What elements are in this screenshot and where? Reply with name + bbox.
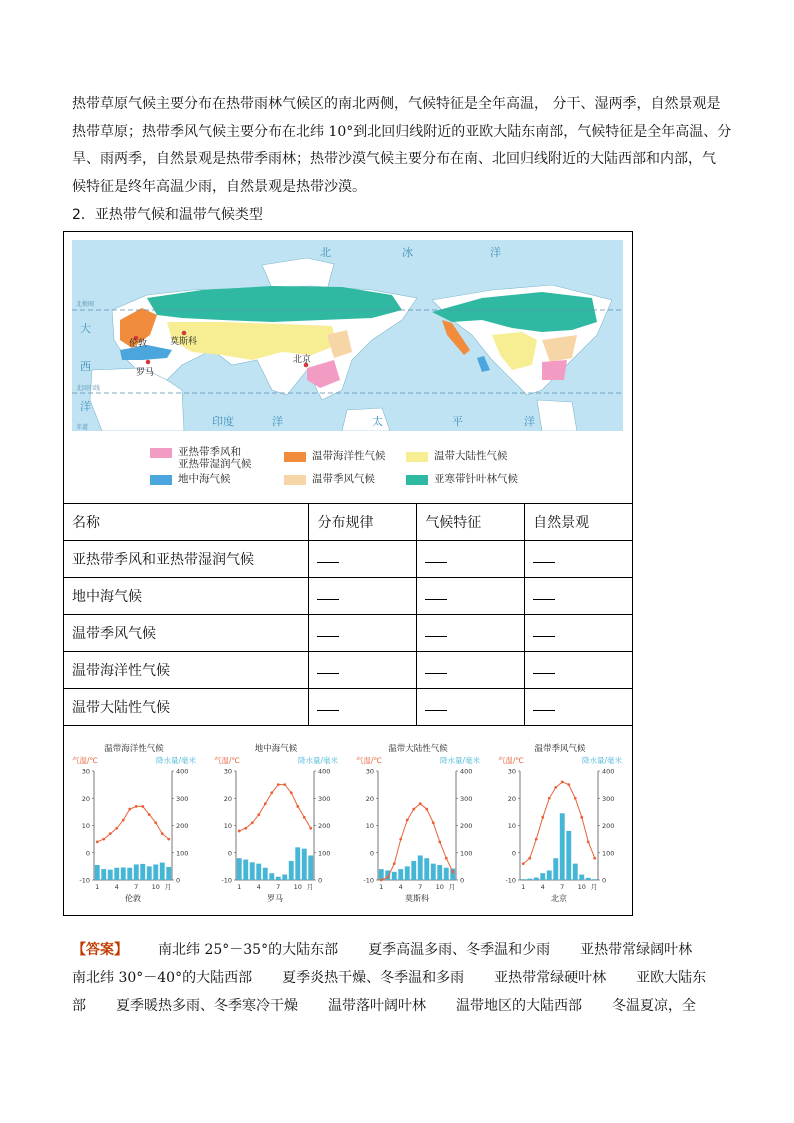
chart-temp-tick-label: 30 [507,767,516,776]
precip-bar [295,847,300,880]
temperature-point [528,857,531,860]
map-label-ping: 平 [452,415,463,428]
chart-temp-tick-label: 0 [85,849,90,858]
answer-tag: 【答案】 [72,942,128,958]
legend-swatch [150,448,172,458]
answer-item: 南北纬 30°－40°的大陆西部 [72,970,253,986]
temperature-point [541,816,544,819]
chart-x-tick-label: 月 [164,883,172,891]
legend-label: 温带季风气候 [312,473,375,485]
chart-x-tick-label: 4 [540,883,545,891]
map-label-beijing: 北京 [293,355,312,365]
chart-x-tick-label: 1 [379,883,384,891]
chart-x-tick-label: 月 [590,883,598,891]
map-label-equator: 赤道 [76,424,89,431]
precip-bar [418,855,423,880]
precip-bar [424,858,429,880]
precip-bar [134,864,139,880]
answer-blank[interactable] [525,615,633,652]
chart-precip-tick-label: 300 [602,794,615,803]
temperature-point [296,805,299,808]
temperature-point [135,805,138,808]
precip-bar [237,858,242,880]
precip-bar [586,878,591,880]
temperature-point [393,862,396,865]
table-row [64,615,633,652]
chart-x-tick-label: 4 [398,883,403,891]
answer-item: 夏季炎热干燥、冬季温和多雨 [282,970,465,986]
chart-precip-tick-label: 200 [602,822,615,830]
precip-bar [411,861,416,880]
precip-bar [405,866,410,880]
map-label-da: 大 [80,322,91,335]
answer-item: 温带落叶阔叶林 [328,998,426,1014]
map-label-india: 印度 [212,415,234,428]
chart-x-tick-label: 4 [114,883,119,891]
map-label-yang3: 洋 [272,415,283,428]
chart-precip-tick-label: 0 [318,876,323,885]
legend-swatch [284,475,306,485]
map-label-yang4: 洋 [524,415,535,428]
answer-blank[interactable] [417,689,525,726]
chart-temp-tick-label: 0 [227,849,232,858]
temperature-point [438,840,441,843]
temperature-point [148,813,151,816]
chart-city-label: 莫斯科 [405,894,429,903]
precip-bar [263,868,268,880]
chart-precip-tick-label: 100 [318,849,331,858]
chart-x-tick-label: 10 [151,883,160,891]
chart-left-axis-label: 气温/℃ [498,756,524,765]
chart-temp-tick-label: 10 [365,822,374,830]
temperature-point [167,838,170,841]
intro-paragraph [72,91,732,201]
temperature-point [535,838,538,841]
precip-bar [431,864,436,880]
chart-temp-tick-label: 30 [223,767,232,776]
answer-blank[interactable] [525,689,633,726]
table-header-row [64,504,633,541]
temperature-point [522,862,525,865]
temperature-point [251,821,254,824]
map-label-xi: 西 [80,360,91,373]
paragraph-line: 热带草原气候主要分布在热带雨林气候区的南北两侧，气候特征是全年高温， 分干、湿两季，自然景观是 [72,96,721,112]
chart-left-axis-label: 气温/℃ [214,756,240,765]
chart-precip-tick-label: 200 [460,822,473,830]
chart-precip-tick-label: 400 [460,767,473,776]
chart-temp-tick-label: 20 [223,794,232,803]
chart-title: 温带大陆性气候 [388,744,448,754]
temperature-point [154,821,157,824]
precip-bar [282,875,287,880]
precip-bar [95,865,100,880]
map-label-london: 伦敦 [129,339,148,349]
chart-temp-tick-label: 10 [81,822,90,830]
chart-precip-tick-label: 200 [318,822,331,830]
map-label-ice: 冰 [402,246,413,259]
answer-item: 亚欧大陆东 [636,970,707,986]
paragraph-line: 候特征是终年高温少雨，自然景观是热带沙漠。 [72,178,366,195]
answer-blank[interactable] [309,689,417,726]
temperature-point [419,802,422,805]
precip-bar [398,869,403,880]
temperature-point [277,783,280,786]
chart-x-tick-label: 7 [418,883,423,891]
chart-x-tick-label: 10 [293,883,302,891]
legend-label: 温带大陆性气候 [434,450,508,462]
precip-bar [444,868,449,880]
header-distribution: 分布规律 [309,504,417,541]
temperature-point [257,813,260,816]
header-characteristics: 气候特征 [417,504,525,541]
answer-blank[interactable] [309,578,417,615]
chart-temp-tick-label: -10 [221,876,232,885]
temperature-point [425,808,428,811]
precip-bar [147,866,152,880]
temperature-point [593,857,596,860]
answer-item: 夏季高温多雨、冬季温和少雨 [368,942,551,958]
answer-item: 温带地区的大陆西部 [456,998,582,1014]
chart-precip-tick-label: 100 [176,849,189,858]
precip-bar [250,862,255,880]
temperature-point [238,830,241,833]
chart-temp-tick-label: 10 [223,822,232,830]
precip-bar [114,868,119,880]
legend-swatch [150,475,172,485]
chart-right-axis-label: 降水量/毫米 [439,756,480,765]
paragraph-line: 热带草原；热带季风气候主要分布在北纬 10°到北回归线附近的亚欧大陆东南部，气候特征是全年高温、分 [72,123,732,140]
legend-label: 地中海气候 [178,473,231,485]
map-label-yang: 洋 [490,246,501,259]
chart-temp-tick-label: 20 [507,794,516,803]
row-name: 亚热带季风和亚热带湿润气候 [64,541,309,578]
precip-bar [450,869,455,880]
header-landscape: 自然景观 [525,504,633,541]
precip-bar [521,879,526,880]
legend-swatch [284,452,306,462]
chart-x-tick-label: 10 [577,883,586,891]
precip-bar [579,875,584,880]
temperature-point [406,819,409,822]
legend-label: 亚寒带针叶林气候 [434,473,518,485]
chart-temp-tick-label: 20 [365,794,374,803]
temperature-point [244,827,247,830]
chart-precip-tick-label: 200 [176,822,189,830]
climate-world-map [72,240,623,431]
temperature-point [270,791,273,794]
precip-bar [534,878,539,880]
climate-charts [64,735,632,915]
chart-precip-tick-label: 400 [602,767,615,776]
chart-x-tick-label: 7 [276,883,281,891]
chart-x-tick-label: 4 [256,883,261,891]
row-name: 温带大陆性气候 [64,689,309,726]
city-marker-rome [146,360,151,365]
temperature-line [239,785,310,831]
precip-bar [289,861,294,880]
precip-bar [547,870,552,880]
temperature-point [580,816,583,819]
precip-bar [392,872,397,880]
climate-table [63,503,633,726]
chart-city-label: 伦敦 [125,894,141,903]
header-name: 名称 [64,504,309,541]
temperature-point [412,808,415,811]
answer-item: 冬温夏凉，全 [612,998,696,1014]
chart-temp-tick-label: 0 [369,849,374,858]
chart-precip-tick-label: 0 [460,876,465,885]
temperature-point [567,783,570,786]
precip-bar [153,864,158,880]
temperature-point [102,838,105,841]
answer-item: 部 [72,998,86,1014]
temperature-point [445,857,448,860]
chart-temp-tick-label: 10 [507,822,516,830]
chart-x-tick-label: 7 [134,883,139,891]
answer-item: 亚热带常绿硬叶林 [494,970,607,986]
chart-x-tick-label: 1 [521,883,526,891]
answer-blank[interactable] [417,615,525,652]
precip-bar [566,831,571,880]
row-name: 地中海气候 [64,578,309,615]
legend-item [406,473,518,485]
chart-precip-tick-label: 400 [176,767,189,776]
chart-left-axis-label: 气温/℃ [72,756,98,765]
temperature-point [283,783,286,786]
precip-bar [269,873,274,880]
temperature-point [115,827,118,830]
precip-bar [108,870,113,880]
chart-temp-tick-label: -10 [363,876,374,885]
chart-temp-tick-label: 30 [81,767,90,776]
answer-line [72,936,732,964]
chart-x-tick-label: 月 [448,883,456,891]
precip-bar [276,877,281,880]
precip-bar [527,879,532,880]
chart-x-tick-label: 月 [306,883,314,891]
answer-blank[interactable] [525,541,633,578]
legend-swatch [406,452,428,462]
map-label-rome: 罗马 [136,368,155,378]
chart-left-axis-label: 气温/℃ [356,756,382,765]
temperature-point [451,870,454,873]
chart-temp-tick-label: 0 [511,849,516,858]
chart-right-axis-label: 降水量/毫米 [581,756,622,765]
table-row [64,689,633,726]
chart-temp-tick-label: -10 [505,876,516,885]
chart-precip-tick-label: 0 [176,876,181,885]
temperature-point [587,840,590,843]
chart-precip-tick-label: 0 [602,876,607,885]
precip-bar [573,864,578,880]
precip-bar [302,849,307,880]
chart-precip-tick-label: 400 [318,767,331,776]
chart-temp-tick-label: 30 [365,767,374,776]
answer-blank[interactable] [417,652,525,689]
precip-bar [560,813,565,880]
chart-title: 温带海洋性气候 [104,744,164,754]
precip-bar [553,858,558,880]
legend-label-line2: 亚热带湿润气候 [178,458,252,470]
legend-item [150,446,252,470]
map-label-arctic-circle: 北极圈 [76,301,95,308]
legend-item [284,450,386,462]
chart-precip-tick-label: 300 [176,794,189,803]
chart-x-tick-label: 7 [560,883,565,891]
map-legend [150,446,570,492]
chart-x-tick-label: 10 [435,883,444,891]
temperature-point [548,797,551,800]
precip-bar [127,868,132,880]
chart-precip-tick-label: 100 [460,849,473,858]
map-label-tropic: 北回归线 [76,385,101,392]
answer-blank[interactable] [417,541,525,578]
precip-bar [160,863,165,880]
precip-bar [379,869,384,880]
legend-item [150,473,231,485]
precip-bar [256,864,261,880]
temperature-point [380,879,383,882]
chart-temp-tick-label: -10 [79,876,90,885]
answer-item: 夏季暖热多雨、冬季寒冷干燥 [116,998,298,1014]
chart-title: 温带季风气候 [534,744,586,754]
temperature-point [309,827,312,830]
row-name: 温带季风气候 [64,615,309,652]
legend-swatch [406,475,428,485]
temperature-point [303,816,306,819]
chart-temp-tick-label: 20 [81,794,90,803]
chart-title: 地中海气候 [254,744,298,754]
answer-blank[interactable] [525,652,633,689]
chart-x-tick-label: 1 [237,883,242,891]
answer-item: 亚热带常绿阔叶林 [580,942,693,958]
legend-label: 温带海洋性气候 [312,450,386,462]
chart-precip-tick-label: 100 [602,849,615,858]
precip-bar [140,864,145,880]
temperature-point [161,832,164,835]
answer-blank[interactable] [525,578,633,615]
land-south-america [537,400,577,431]
temperature-point [574,797,577,800]
temperature-line [523,782,595,864]
temperature-point [141,805,144,808]
map-label-tai: 太 [372,415,383,428]
temperature-point [96,840,99,843]
table-row [64,652,633,689]
chart-x-tick-label: 1 [95,883,100,891]
map-label-north: 北 [320,246,331,259]
precip-bar [166,867,171,880]
answer-blank[interactable] [417,578,525,615]
temperature-point [554,786,557,789]
chart-right-axis-label: 降水量/毫米 [155,756,196,765]
chart-precip-tick-label: 300 [460,794,473,803]
temperature-line [97,806,169,841]
precip-bar [437,865,442,880]
legend-item [284,473,375,485]
temperature-point [386,876,389,879]
table-row [64,578,633,615]
temperature-point [109,832,112,835]
precip-bar [592,879,597,880]
precip-bar [540,873,545,880]
answer-line [72,964,732,992]
chart-city-label: 北京 [551,894,567,903]
temperature-point [128,808,131,811]
legend-label: 亚热带季风和 [178,446,241,458]
chart-precip-tick-label: 300 [318,794,331,803]
answer-item: 南北纬 25°－35°的大陆东部 [158,942,339,958]
zone-humid-subtropical-america [542,360,567,380]
precip-bar [308,855,313,880]
precip-bar [121,867,126,880]
temperature-point [290,791,293,794]
answer-blank[interactable] [309,541,417,578]
temperature-point [432,821,435,824]
chart-city-label: 罗马 [267,894,283,903]
answer-block [72,936,732,1020]
temperature-point [561,781,564,784]
precip-bar [243,860,248,880]
section-title: 2．亚热带气候和温带气候类型 [72,207,263,223]
temperature-point [264,802,267,805]
temperature-point [399,838,402,841]
answer-line [72,992,732,1020]
table-row [64,541,633,578]
row-name: 温带海洋性气候 [64,652,309,689]
chart-right-axis-label: 降水量/毫米 [297,756,338,765]
legend-item [406,450,508,462]
map-label-yang2: 洋 [80,400,91,413]
city-marker-moscow [182,331,187,336]
temperature-point [122,819,125,822]
precip-bar [101,869,106,880]
paragraph-line: 旱、雨两季，自然景观是热带季雨林；热带沙漠气候主要分布在南、北回归线附近的大陆西部和内部，气 [72,151,716,167]
map-label-moscow: 莫斯科 [170,337,198,347]
answer-blank[interactable] [309,615,417,652]
answer-blank[interactable] [309,652,417,689]
